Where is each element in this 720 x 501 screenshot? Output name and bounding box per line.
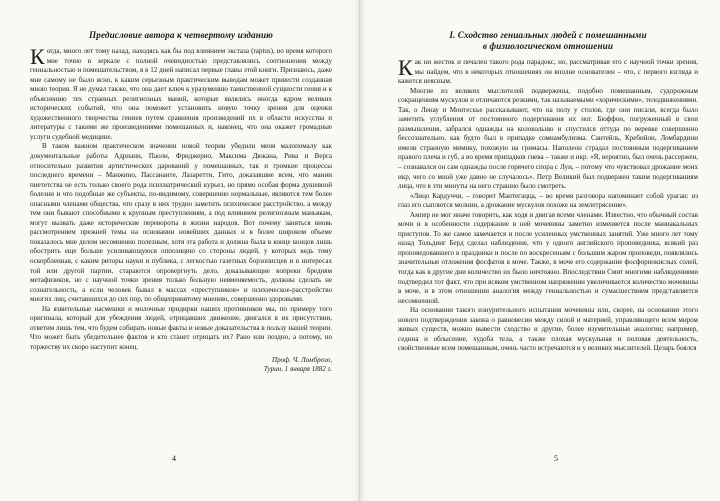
right-paragraph-5: На основании такого изнурительного испытания мочевины или, скорее, на основании этого нового подтверждения закона о равновесии между силой и материей, управляющего всем миром живых существ, можно вывести сходство и другие, более изумительные аналогии; например, седина и облысение, худоба тела, а также плохая мускульная и половая деятельность, свойственные всем помешанным, очень часто встречаются и у великих мыслителей. Цезарь боялся bbox=[398, 306, 698, 353]
right-paragraph-1 bbox=[398, 55, 698, 87]
left-page-heading: Предисловие автора к четвертому изданию bbox=[89, 30, 273, 40]
right-paragraph-3: «Лицо Кардуччи, – говорит Мантегацца, – во время разговора напоминает собой ураган: из глаз его сыплются молнии, а дрожание мускулов похоже на землетрясение». bbox=[398, 191, 698, 210]
left-page-number: 4 bbox=[172, 454, 176, 463]
right-drop-cap: К bbox=[398, 55, 413, 80]
signature-place-date: Турин, 1 января 1882 г. bbox=[263, 365, 332, 374]
chapter-heading-line-1: I. Сходство гениальных людей с помешанными bbox=[449, 30, 647, 40]
right-paragraph-1-text: ак ни жесток и печален такого рода парадокс, но, рассматривая его с научной точки зрения, мы найдем, что в некоторых отношениях он вполне основателен – что, с первого взгляда и кажется неясным. bbox=[398, 58, 698, 86]
left-paragraph-1 bbox=[30, 44, 332, 142]
author-signature bbox=[30, 356, 332, 375]
right-page-number: 5 bbox=[554, 454, 558, 463]
right-paragraph-2: Многие из великих мыслителей подвержены, подобно помешанным, судорожным сокращениям мускулов и отличаются резкими, так называемыми «хорическими», телодвижениями. Так, о Ленау и Монтескье рассказывают, что на полу у столов, где они писали, всегда было заметить углубления от постоянного подергивания их ног. Бюффон, погруженный в свои размышления, забрался однажды на колокольню и спустился оттуда по веревке совершенно бессознательно, как будто был в припадке сомнамбулизма. Сантейль, Кребийон, Ломбардини имели странную мимику, похожую на гримасы. Наполеон страдал постоянным подергиванием правого плеча и губ, а во время припадков гнева – также и икр. «Я, вероятно, был очень рассержен, – сознавался он сам однажды после горячего спора с Луи, – потому что чувствовал дрожание моих икр, чего со мной уже давно не случалось». Петр Великий был подвержен таким подергиваниям лица, что в эти минуты на него страшно было смотреть. bbox=[398, 86, 698, 191]
left-paragraph-3: На язвительные насмешки и молочные придирки наших противников мы, по примеру того оригинала, который для убеждения людей, отрицавших движение, двигался в их присутствии, ответим лишь тем, что будем собирать новые факты и новые доказательства в пользу нашей теории. Что может быть убедительнее фактов и кто станет отрицать их? Рано или поздно, а потому, но торжеству их скоро наступит конец. bbox=[30, 304, 332, 351]
signature-name: Проф. Ч. Ломброзо, bbox=[271, 355, 332, 364]
left-drop-cap: К bbox=[30, 44, 45, 69]
left-page-content bbox=[30, 30, 332, 375]
left-paragraph-2: В таком важном практическом значении новой теории убедили меня малопомалу как документальные работы Адриани, Паоли, Фриджерио, Максима Дюкана, Рива и Верга относительно развития артистических дарований у помешанных, так и громкие процессы последнего времени – Манжино, Пассананте, Лазаретти, Гито, доказавшие всем, что мании пиететства не есть только своего рода психиатрический курьез, но прямо особая форма душевной болезни и что подобные же субъекты, по-видимому, совершенно нормальные, являются тем более опасными членами общества, что сразу в них трудно заметить психическое расстройство, а между тем они бывают способными к крупным преступлениям, а под влиянием религиозным маньякам, могут вызвать даже исторические перевороты в жизни народов. Вот почему заняться вновь рассмотрением прежней темы на основании новейших данных и в более широком объеме показалось мне делом несомненно полезным, хотя эта работа и должна была в конце концов лишь обострить еще больше усиливающуюся оппозицию со стороны людей, у которых ведь тому оскорбленная, с каким риторы науки и публика, с легкостью газетных борзописцев и в интересах той или другой партии, стараются опровергнуть дело, доказывающие вопреки бредням метафизиков, но с научной точки зрения только больную невменяемость, должны сделать не сознательность, а если человек бывал в массах «преступников» и психическое-расстройство многих лиц, считавшихся до сих пор, по общепринятому мнению, совершенно здоровыми. bbox=[30, 142, 332, 304]
right-page bbox=[360, 0, 720, 501]
chapter-heading-line-2: в физиологическом отношении bbox=[482, 41, 614, 51]
left-paragraph-1-text: огда, много лет тому назад, находясь как бы под влиянием экстаза (raptus), во время которого мне точно в зеркале с полной очевидностью представлялись соотношения между гениальностью и помешательством, я в 12 дней написал первые главы этой книги. Признаюсь, даже мне самому не было ясно, к каким серьезным практическим выводам может привести созданная мною теория. Я не думал также, что она дает ключ к уразумению таинственной сущности гения и к объяснению тех странных религиозных маний, которые являлись иногда ядром великих исторических событий, что она поможет установить новую точку зрения для оценки художественного творчества гениев путем сравнения произведений их в области искусства и литературы с такими же произведениями помешанных и, наконец, что она окажет громадные услуги судебной медицине. bbox=[30, 47, 332, 141]
right-page-content bbox=[398, 30, 698, 354]
chapter-heading bbox=[398, 30, 698, 52]
right-paragraph-4: Ампер не мог иначе говорить, как ходя и двигая всеми членами. Известно, что обычный состав мочи и в особенности содержание в ней мочевины заметно изменяется после маниакальных приступов. То же самое замечается и после усиленных умственных занятий. Уже много лет тому назад Тольдинг Берд сделал наблюдение, что у одного английского проповедника, всякий раз проповедовавшего в праздники и после по воскресеньям с большим жаром проповеди, появлялись значительные отложения фосфатов в моче. Также, в моче его содержание фосфорнокислых солей, тогда как в другие дни количество их было ничтожно. Впоследствии Смит многими наблюдениями подтвердил тот факт, что при всяком умственном напряжении увеличивается количество мочевины в моче, и в этом отношении аналогия между гениальностью и сумасшествием представляется несомненной. bbox=[398, 210, 698, 305]
